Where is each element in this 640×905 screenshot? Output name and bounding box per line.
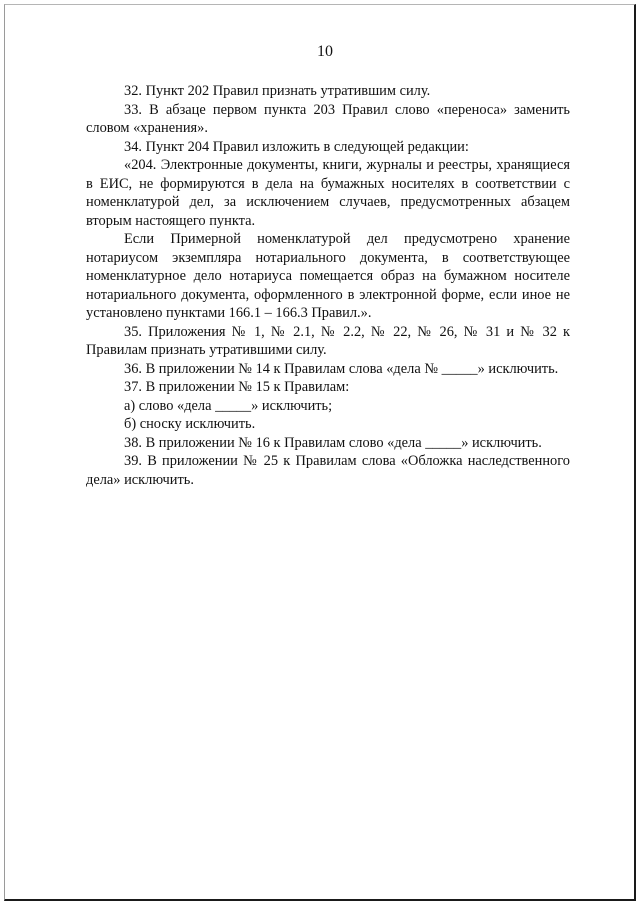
document-body — [86, 82, 570, 489]
paragraph-35: 35. Приложения № 1, № 2.1, № 2.2, № 22, № 26, № 31 и № 32 к Правилам признать утратившими силу. — [86, 323, 570, 358]
paragraph-36: 36. В приложении № 14 к Правилам слова «дела № _____» исключить. — [124, 360, 559, 377]
paragraph-204-second: Если Примерной номенклатурой дел предусмотрено хранение нотариусом экземпляра нотариального документа, в соответствующее номенклатурное дело нотариуса помещается образ на бумажном носителе нотариального документа, оформленного в электронной форме, если иное не установлено пунктами 166.1 – 166.3 Правил.». — [86, 231, 570, 321]
page-number: 10 — [317, 43, 333, 60]
paragraph-37-b: б) сноску исключить. — [124, 416, 256, 432]
paragraph-37: 37. В приложении № 15 к Правилам: — [124, 379, 350, 395]
paragraph-32: 32. Пункт 202 Правил признать утратившим силу. — [124, 83, 431, 99]
paragraph-39: 39. В приложении № 25 к Правилам слова «Обложка наследственного дела» исключить. — [86, 453, 570, 488]
paragraph-34: 34. Пункт 204 Правил изложить в следующей редакции: — [124, 138, 469, 155]
document-page — [4, 4, 636, 901]
paragraph-38: 38. В приложении № 16 к Правилам слово «дела _____» исключить. — [124, 434, 542, 451]
paragraph-33: 33. В абзаце первом пункта 203 Правил слово «переноса» заменить словом «хранения». — [86, 101, 570, 136]
paragraph-204-first: «204. Электронные документы, книги, журналы и реестры, хранящиеся в ЕИС, не формируются в дела на бумажных носителях в соответствии с номенклатурой дел, за исключением случаев, предусмотренных абзацем вторым настоящего пункта. — [86, 157, 570, 229]
paragraph-37-a: а) слово «дела _____» исключить; — [124, 397, 333, 414]
